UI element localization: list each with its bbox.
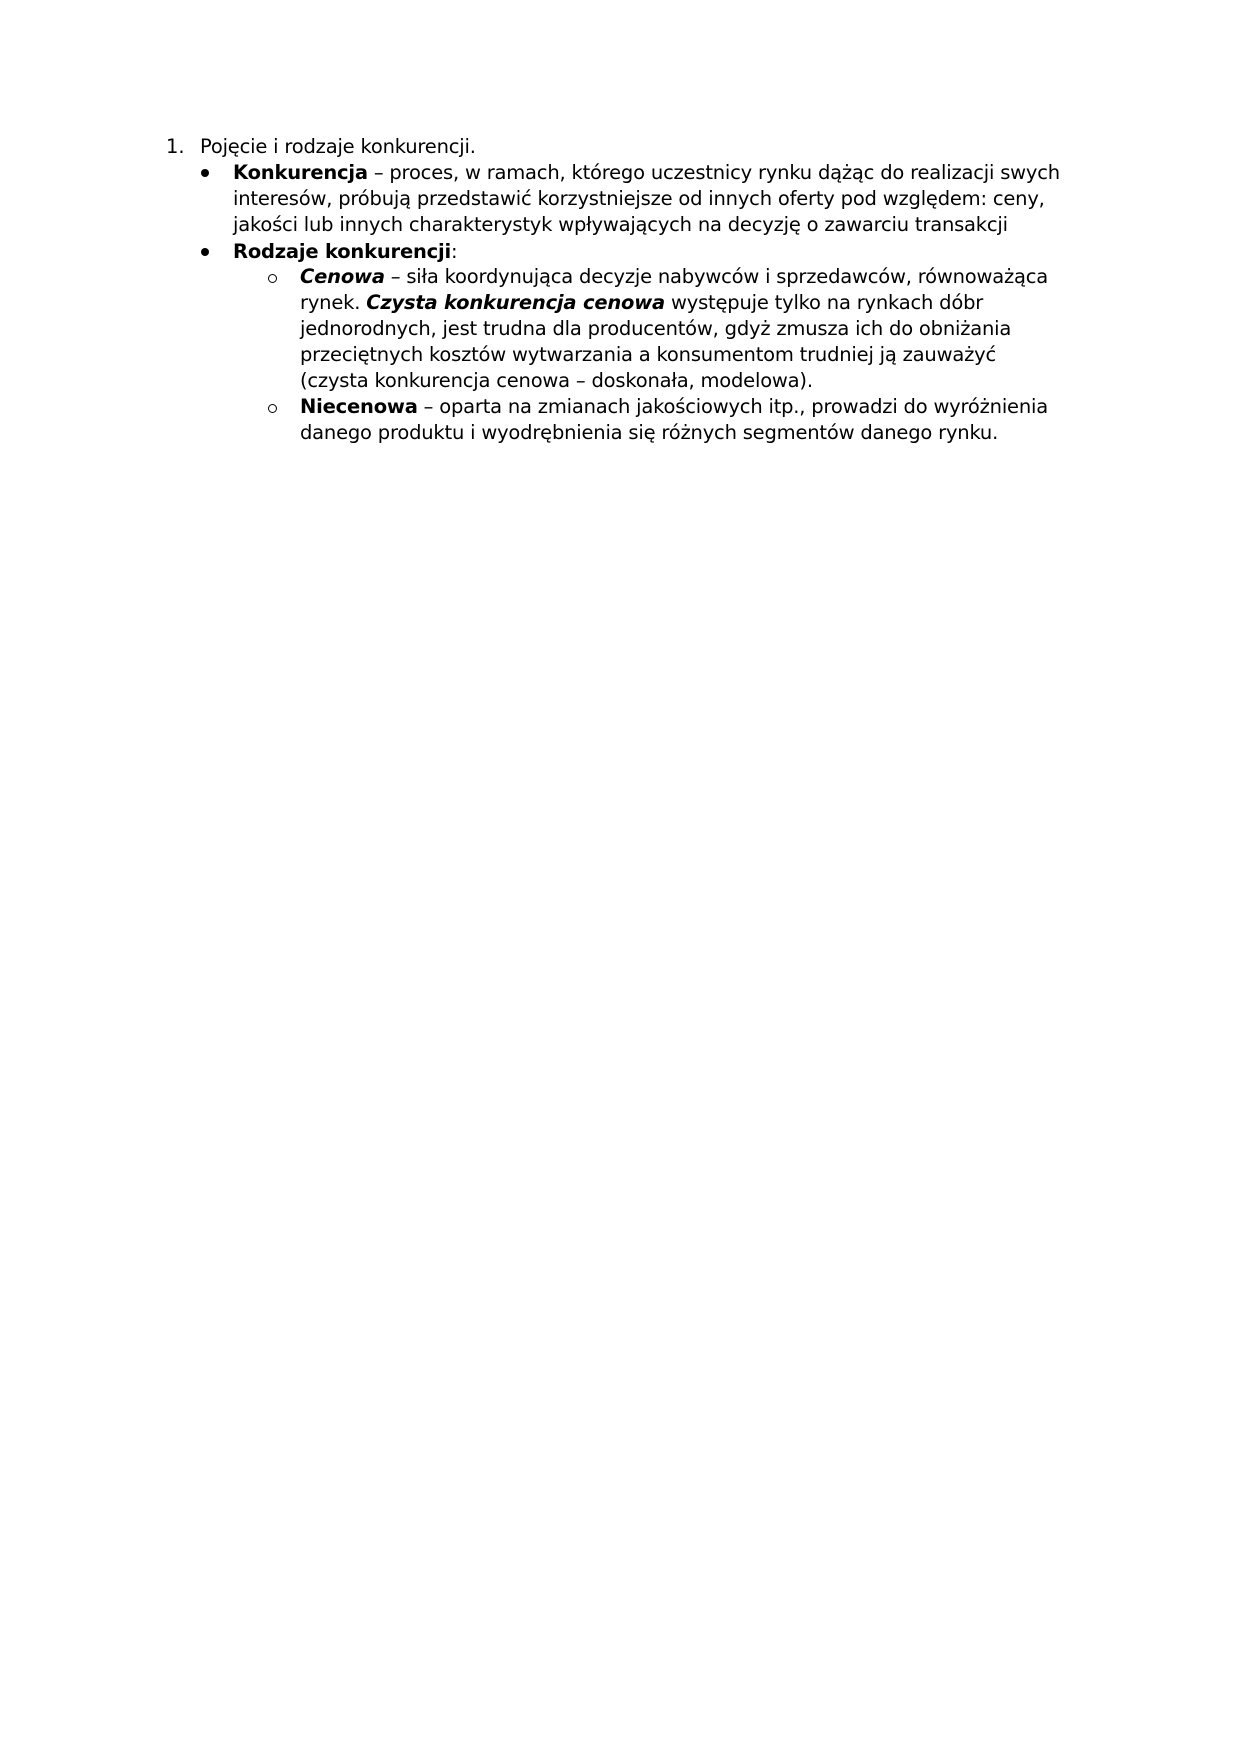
paragraph-line: (czysta konkurencja cenowa – doskonała, modelowa). [300, 369, 813, 392]
circle-bullet-icon [268, 274, 277, 283]
text-span: – siła koordynująca decyzje nabywców i sprzedawców, równoważąca [384, 265, 1049, 288]
text-span: – proces, w ramach, którego uczestnicy rynku dążąc do realizacji swych [367, 161, 1060, 184]
bullet-icon [201, 248, 209, 256]
section-title: Pojęcie i rodzaje konkurencji. [200, 135, 476, 158]
term-czysta-konkurencja-cenowa: Czysta konkurencja cenowa [366, 291, 666, 314]
paragraph-line [300, 394, 1048, 420]
text-span: : [451, 240, 458, 263]
term-rodzaje-konkurencji: Rodzaje konkurencji [233, 240, 452, 263]
text-span: rynek. [300, 291, 367, 314]
text-span: – oparta na zmianach jakościowych itp., prowadzi do wyróżnienia [417, 395, 1048, 418]
section-number: 1. [166, 135, 185, 158]
term-cenowa: Cenowa [300, 265, 385, 288]
paragraph-line [300, 264, 1048, 290]
text-span: występuje tylko na rynkach dóbr [665, 291, 984, 314]
paragraph-line [300, 290, 983, 316]
bullet-icon [201, 169, 209, 177]
paragraph-line: przeciętnych kosztów wytwarzania a konsumentom trudniej ją zauważyć [300, 343, 996, 366]
paragraph-line: jakości lub innych charakterystyk wpływających na decyzję o zawarciu transakcji [233, 213, 1008, 236]
paragraph-line [233, 239, 457, 265]
term-konkurencja: Konkurencja [233, 161, 368, 184]
circle-bullet-icon [268, 404, 277, 413]
paragraph-line [233, 160, 1060, 186]
paragraph-line: danego produktu i wyodrębnienia się różnych segmentów danego rynku. [300, 421, 999, 444]
paragraph-line: interesów, próbują przedstawić korzystniejsze od innych oferty pod względem: ceny, [233, 187, 1045, 210]
paragraph-line: jednorodnych, jest trudna dla producentów, gdyż zmusza ich do obniżania [300, 317, 1012, 340]
term-niecenowa: Niecenowa [300, 395, 418, 418]
